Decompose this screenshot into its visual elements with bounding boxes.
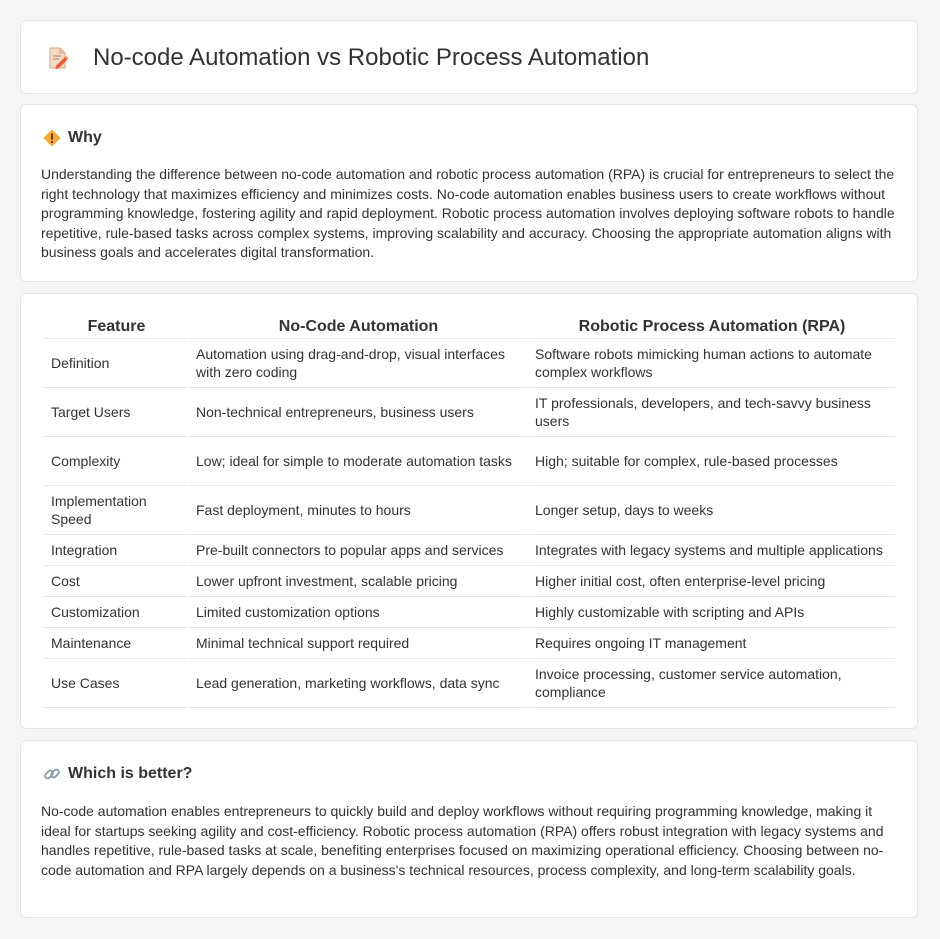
document-pencil-icon: [47, 46, 69, 70]
rpa-cell: Higher initial cost, often enterprise-level pricing: [529, 566, 895, 597]
feature-cell: Target Users: [45, 388, 188, 437]
feature-cell: Implementation Speed: [45, 486, 188, 535]
header-feature: Feature: [45, 315, 188, 339]
header-rpa: Robotic Process Automation (RPA): [529, 315, 895, 339]
link-icon: [43, 765, 61, 783]
rpa-cell: Invoice processing, customer service automation, compliance: [529, 659, 895, 708]
page-title: No-code Automation vs Robotic Process Automation: [93, 44, 650, 71]
table-row: [45, 597, 895, 628]
feature-cell: Customization: [45, 597, 188, 628]
why-header: [43, 127, 102, 149]
feature-cell: Definition: [45, 339, 188, 388]
feature-cell: Integration: [45, 535, 188, 566]
no-code-cell: Fast deployment, minutes to hours: [190, 486, 527, 535]
title-card: [20, 20, 918, 94]
why-heading: Why: [68, 129, 102, 146]
table-header-row: [45, 315, 895, 339]
feature-cell: Use Cases: [45, 659, 188, 708]
better-body: No-code automation enables entrepreneurs to quickly build and deploy workflows without requiring programming knowledge, making it ideal for startups seeking agility and cost-efficiency. Robotic process automation (RPA) offers robust integration with legacy systems and handles repetitive, rule-based tasks at scale, benefiting enterprises focused on maximizing operational efficiency. Choosing between no-code automation and RPA largely depends on a business's technical resources, process complexity, and long-term scalability goals.: [41, 803, 884, 878]
better-heading: Which is better?: [68, 765, 193, 782]
table-row: [45, 628, 895, 659]
no-code-cell: Automation using drag-and-drop, visual interfaces with zero coding: [190, 339, 527, 388]
header-no-code: No-Code Automation: [190, 315, 527, 339]
no-code-cell: Non-technical entrepreneurs, business users: [190, 388, 527, 437]
feature-cell: Cost: [45, 566, 188, 597]
table-row: [45, 566, 895, 597]
rpa-cell: IT professionals, developers, and tech-savvy business users: [529, 388, 895, 437]
no-code-cell: Lead generation, marketing workflows, data sync: [190, 659, 527, 708]
why-body: Understanding the difference between no-code automation and robotic process automation (RPA) is crucial for entrepreneurs to select the right technology that maximizes efficiency and minimizes costs. No-code automation enables business users to create workflows without programming knowledge, fostering agility and rapid deployment. Robotic process automation involves deploying software robots to handle repetitive, rule-based tasks across complex systems, improving scalability and accuracy. Choosing the appropriate automation aligns with business goals and accelerates digital transformation.: [41, 166, 895, 261]
rpa-cell: Highly customizable with scripting and APIs: [529, 597, 895, 628]
feature-cell: Maintenance: [45, 628, 188, 659]
which-is-better-section: [20, 740, 918, 918]
rpa-cell: Software robots mimicking human actions to automate complex workflows: [529, 339, 895, 388]
no-code-cell: Low; ideal for simple to moderate automation tasks: [190, 437, 527, 486]
table-row: [45, 437, 895, 486]
comparison-table-card: [20, 293, 918, 729]
feature-cell: Complexity: [45, 437, 188, 486]
no-code-cell: Lower upfront investment, scalable pricing: [190, 566, 527, 597]
table-row: [45, 535, 895, 566]
rpa-cell: Requires ongoing IT management: [529, 628, 895, 659]
no-code-cell: Minimal technical support required: [190, 628, 527, 659]
better-header: [43, 763, 192, 785]
no-code-cell: Limited customization options: [190, 597, 527, 628]
rpa-cell: High; suitable for complex, rule-based processes: [529, 437, 895, 486]
rpa-cell: Longer setup, days to weeks: [529, 486, 895, 535]
comparison-table: [43, 315, 897, 708]
no-code-cell: Pre-built connectors to popular apps and services: [190, 535, 527, 566]
table-row: [45, 388, 895, 437]
rpa-cell: Integrates with legacy systems and multiple applications: [529, 535, 895, 566]
why-section: [20, 104, 918, 282]
table-row: [45, 486, 895, 535]
diamond-warning-icon: [43, 129, 61, 147]
table-row: [45, 659, 895, 708]
table-row: [45, 339, 895, 388]
